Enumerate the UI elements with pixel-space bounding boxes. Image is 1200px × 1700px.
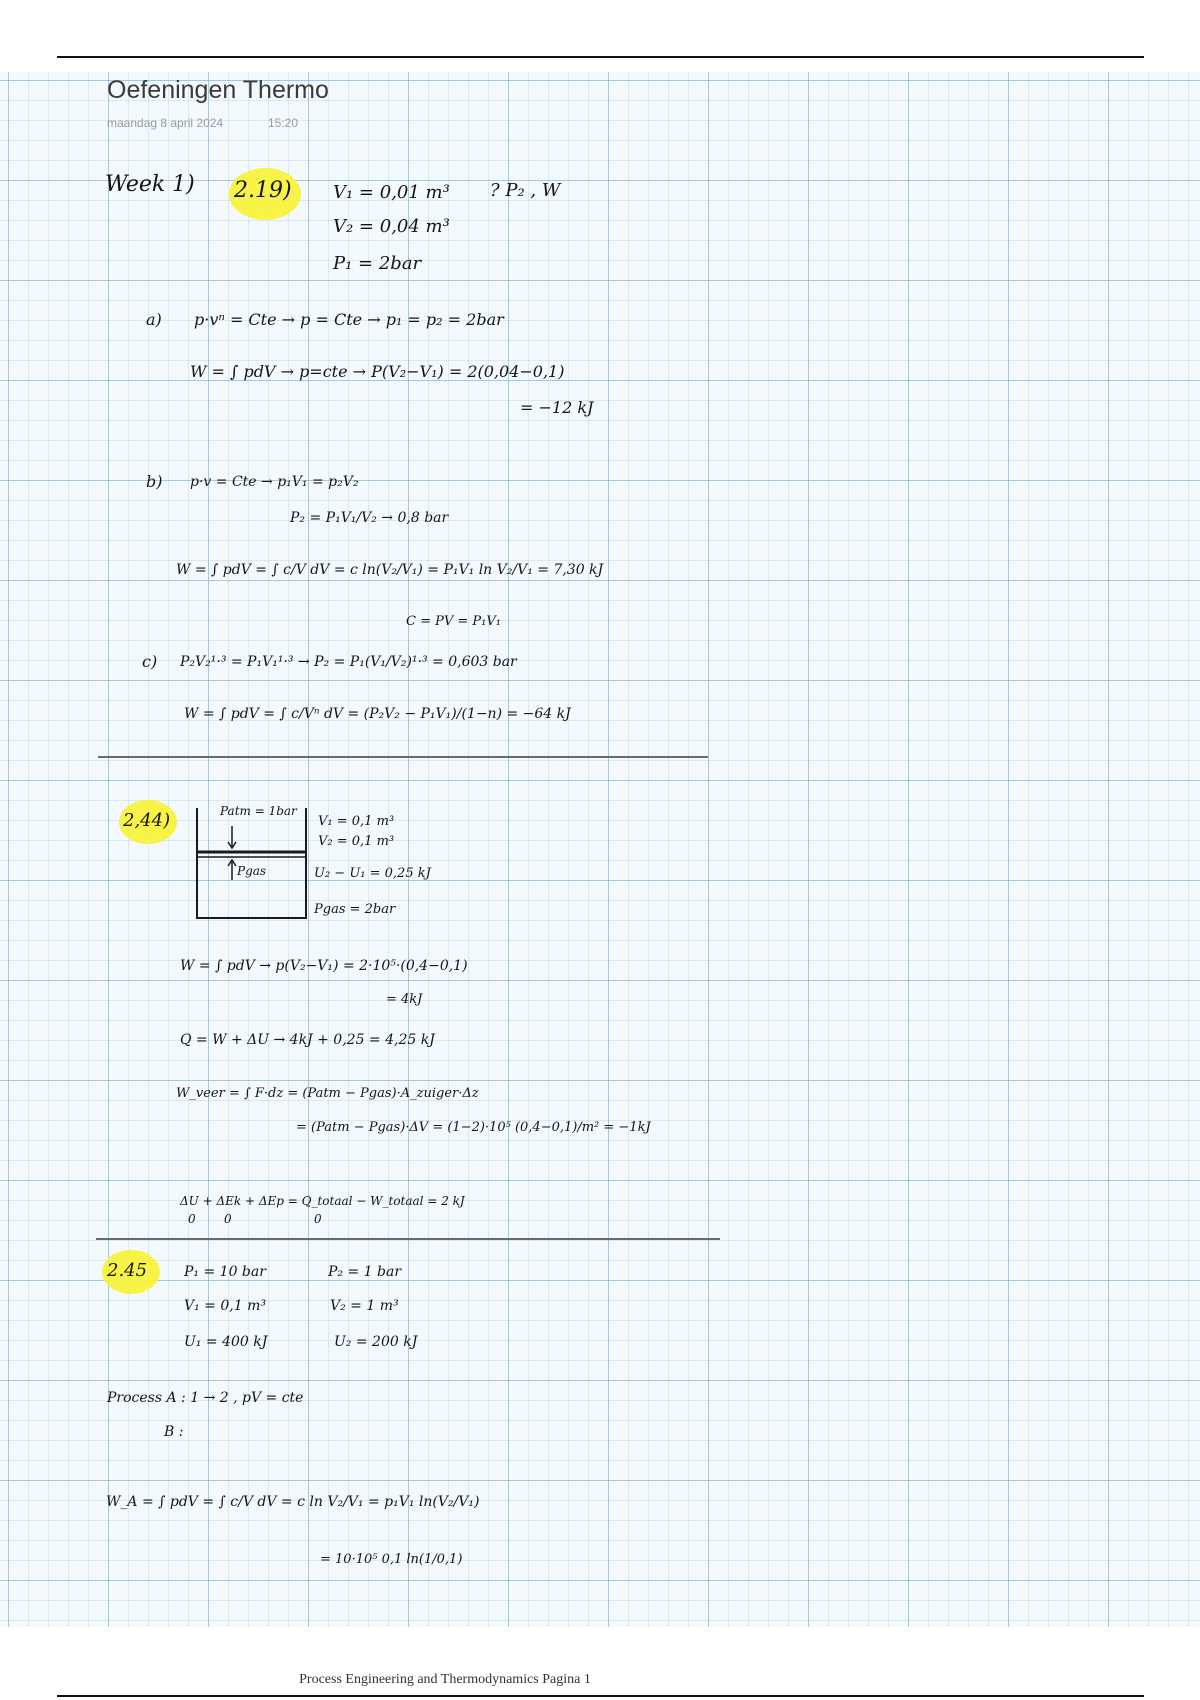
part-b-label: b) <box>146 472 163 491</box>
exercise-number-2-19: 2.19) <box>234 178 292 203</box>
given-244-pgas: Pgas = 2bar <box>314 902 396 917</box>
given-245-v2: V₂ = 1 m³ <box>330 1298 399 1314</box>
part-c-line-1: P₂V₂¹·³ = P₁V₁¹·³ → P₂ = P₁(V₁/V₂)¹·³ = 0,603 bar <box>180 654 517 670</box>
given-244-du: U₂ − U₁ = 0,25 kJ <box>314 866 431 881</box>
part-a-result: = −12 kJ <box>520 398 594 417</box>
exercise-number-2-44: 2,44) <box>123 810 171 831</box>
page-date: maandag 8 april 2024 <box>107 116 224 130</box>
ex245-work-2: = 10·10⁵ 0,1 ln(1/0,1) <box>320 1552 463 1567</box>
page-title: Oefeningen Thermo <box>107 76 329 104</box>
exercise-number-2-45: 2.45 <box>107 1260 148 1281</box>
part-a-line-2: W = ∫ pdV → p=cte → P(V₂−V₁) = 2(0,04−0,1) <box>190 362 565 381</box>
given-245-u2: U₂ = 200 kJ <box>334 1334 418 1350</box>
part-b-line-4: C = PV = P₁V₁ <box>406 614 501 629</box>
ex244-spring-work: W_veer = ∫ F·dz = (Patm − Pgas)·A_zuiger·Δz <box>176 1086 479 1101</box>
unknowns: ? P₂ , W <box>490 180 561 201</box>
ex244-zero-3: 0 <box>314 1212 322 1226</box>
ex244-work: W = ∫ pdV → p(V₂−V₁) = 2·10⁵·(0,4−0,1) <box>180 958 468 974</box>
given-v1: V₁ = 0,01 m³ <box>333 182 450 203</box>
ex244-heat: Q = W + ΔU → 4kJ + 0,25 = 4,25 kJ <box>180 1032 435 1048</box>
ex244-spring-work-2: = (Patm − Pgas)·ΔV = (1−2)·10⁵ (0,4−0,1)/m² = −1kJ <box>296 1120 651 1135</box>
given-244-v2: V₂ = 0,1 m³ <box>318 834 395 849</box>
given-v2: V₂ = 0,04 m³ <box>333 216 450 237</box>
process-a: Process A : 1 → 2 , pV = cte <box>107 1390 304 1406</box>
part-b-line-3: W = ∫ pdV = ∫ c/V dV = c ln(V₂/V₁) = P₁V₁ ln V₂/V₁ = 7,30 kJ <box>176 562 604 578</box>
bottom-rule <box>57 1695 1144 1697</box>
given-245-p1: P₁ = 10 bar <box>184 1264 266 1280</box>
part-c-line-2: W = ∫ pdV = ∫ c/Vⁿ dV = (P₂V₂ − P₁V₁)/(1−n) = −64 kJ <box>184 706 571 722</box>
given-244-v1: V₁ = 0,1 m³ <box>318 814 395 829</box>
week-label: Week 1) <box>105 172 195 197</box>
part-b-line-1: p·v = Cte → p₁V₁ = p₂V₂ <box>190 474 359 490</box>
given-245-u1: U₁ = 400 kJ <box>184 1334 268 1350</box>
sketch-pgas: Pgas <box>237 864 267 878</box>
ex244-zero-1: 0 <box>188 1212 196 1226</box>
sketch-patm: Patm = 1bar <box>220 804 297 818</box>
given-p1: P₁ = 2bar <box>333 253 422 274</box>
ex244-work-result: = 4kJ <box>386 992 423 1007</box>
page-time: 15:20 <box>268 116 299 130</box>
part-a-label: a) <box>146 310 162 329</box>
section-divider-2 <box>96 1238 720 1240</box>
process-b: B : <box>164 1424 184 1440</box>
ex244-energy-balance: ΔU + ΔEk + ΔEp = Q_totaal − W_totaal = 2 kJ <box>180 1194 465 1208</box>
given-245-v1: V₁ = 0,1 m³ <box>184 1298 266 1314</box>
ex245-work: W_A = ∫ pdV = ∫ c/V dV = c ln V₂/V₁ = p₁V₁ ln(V₂/V₁) <box>106 1494 480 1510</box>
part-a-line-1: p·vⁿ = Cte → p = Cte → p₁ = p₂ = 2bar <box>194 310 504 329</box>
part-c-label: c) <box>142 652 158 671</box>
part-b-line-2: P₂ = P₁V₁/V₂ → 0,8 bar <box>290 510 449 526</box>
page-footer: Process Engineering and Thermodynamics Pagina 1 <box>299 1672 591 1687</box>
ex244-zero-2: 0 <box>224 1212 232 1226</box>
given-245-p2: P₂ = 1 bar <box>328 1264 402 1280</box>
